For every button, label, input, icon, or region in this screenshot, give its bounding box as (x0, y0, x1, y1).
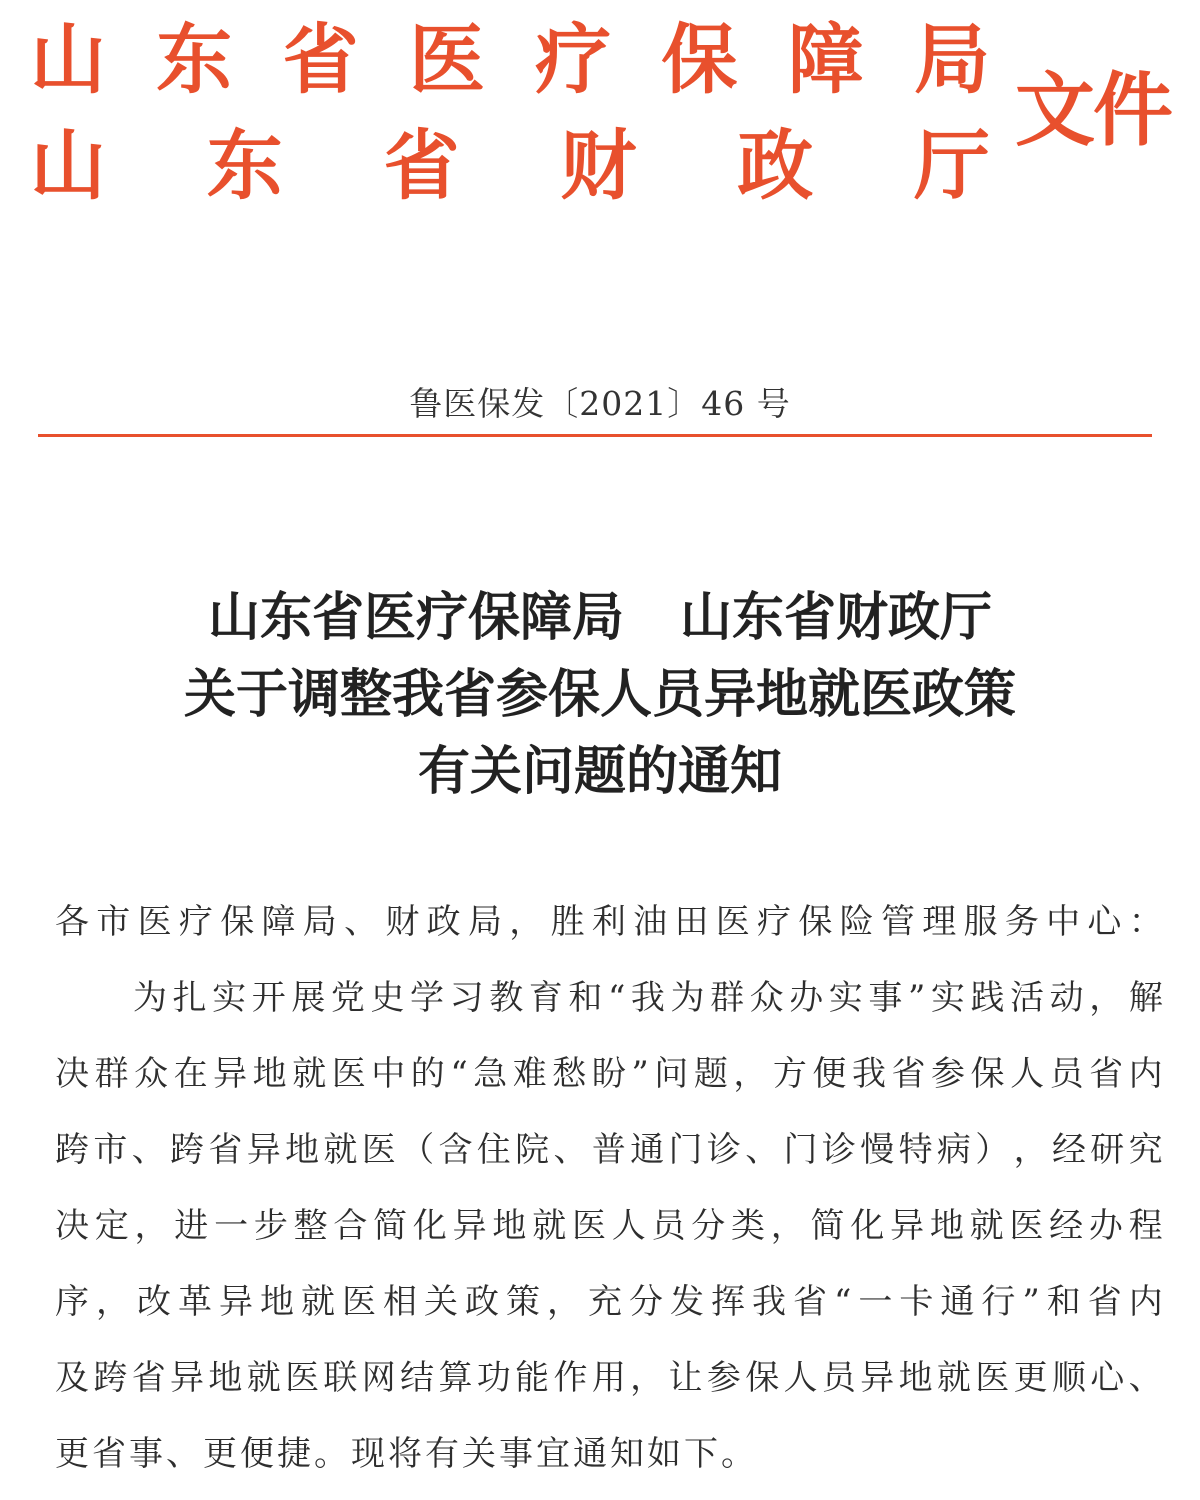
issuer-name-medical-security-bureau (30, 15, 990, 104)
issuer-2-char: 政 (737, 121, 814, 210)
red-separator-line (38, 434, 1152, 437)
document-number: 鲁医保发〔2021〕46 号 (409, 384, 791, 423)
issuer-2-char: 厅 (913, 121, 990, 210)
paragraph-1 (55, 968, 1163, 1500)
title-line-3: 有关问题的通知 (417, 742, 782, 802)
issuer-1-char: 东 (156, 15, 233, 104)
title-line-1 (0, 580, 1200, 657)
paragraph-line: 更省事、更便捷。现将有关事宜通知如下。 (55, 1434, 758, 1474)
paragraph-line: 序 ， 改 革 异 地 就 医 相 关 政 策 ， 充 分 发 挥 我 省 “ 一 卡 通 行 ” 和 省 内 (55, 1282, 1163, 1322)
document-title (0, 580, 1200, 811)
issuer-1-char: 保 (661, 15, 738, 104)
issuer-name-finance-department (30, 121, 990, 210)
title-line-2: 关于调整我省参保人员异地就医政策 (183, 665, 1016, 725)
issuer-1-char: 省 (282, 15, 359, 104)
paragraph-line: 及 跨 省 异 地 就 医 联 网 结 算 功 能 作 用 ， 让 参 保 人 员 异 地 就 医 更 顺 心 、 (55, 1358, 1163, 1398)
salutation: 各 市 医 疗 保 障 局 、 财 政 局 ， 胜 利 油 田 医 疗 保 险 管 理 服 务 中 心 ： (55, 902, 1163, 942)
issuer-1-char: 疗 (535, 15, 612, 104)
issuer-2-char: 东 (206, 121, 283, 210)
paragraph-line: 跨 市 、 跨 省 异 地 就 医 （ 含 住 院 、 普 通 门 诊 、 门 诊 慢 特 病 ） ， 经 研 究 (55, 1130, 1163, 1170)
issuer-1-char: 医 (408, 15, 485, 104)
document-body (55, 892, 1163, 1500)
issuer-1-char: 障 (787, 15, 864, 104)
paragraph-line: 决 群 众 在 异 地 就 医 中 的 “ 急 难 愁 盼 ” 问 题 ， 方 便 我 省 参 保 人 员 省 内 (55, 1054, 1163, 1094)
title-issuer-2: 山东省财政厅 (680, 588, 993, 648)
issuer-2-char: 财 (560, 121, 637, 210)
issuer-2-char: 山 (30, 121, 106, 210)
paragraph-line: 决 定 ， 进 一 步 整 合 简 化 异 地 就 医 人 员 分 类 ， 简 化 异 地 就 医 经 办 程 (55, 1206, 1163, 1246)
title-issuer-1: 山东省医疗保障局 (207, 588, 624, 648)
issuer-2-char: 省 (383, 121, 460, 210)
issuer-1-char: 局 (913, 15, 990, 104)
issuer-1-char: 山 (30, 15, 106, 104)
paragraph-line: 为 扎 实 开 展 党 史 学 习 教 育 和 “ 我 为 群 众 办 实 事 ” 实 践 活 动 ， 解 (133, 978, 1163, 1018)
document-suffix: 文件 (1015, 63, 1171, 157)
